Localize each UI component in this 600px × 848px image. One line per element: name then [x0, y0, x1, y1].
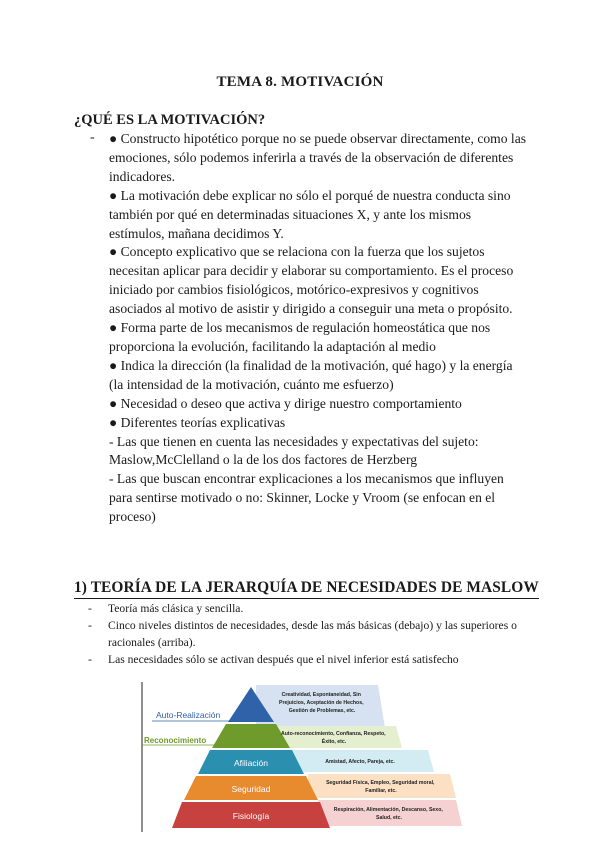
maslow-pyramid [138, 682, 468, 832]
tier-label-seguridad: Seguridad [231, 784, 271, 794]
paragraph: ● La motivación debe explicar no sólo el porqué de nuestra conducta sino también por qué en determinadas situaciones X, y ante los mismos estímulos, mañana decidimos Y. [109, 187, 511, 241]
section-heading-maslow: 1) TEORÍA DE LA JERARQUÍA DE NECESIDADES DE MASLOW [74, 579, 539, 599]
example-line: Respiración, Alimentación, Descanso, Sexo, [333, 807, 443, 813]
section-heading-motivation: ¿QUÉ ES LA MOTIVACIÓN? [74, 112, 266, 128]
paragraph: - Las que tienen en cuenta las necesidades y expectativas del sujeto: Maslow,McClelland o la de los dos factores de Herzberg [109, 433, 479, 468]
list-item [88, 651, 528, 668]
example-line: Seguridad Física, Empleo, Seguridad moral, [326, 780, 435, 786]
paragraph: ● Forma parte de los mecanismos de regulación homeostática que nos proporciona la evolución, facilitando la adaptación al medio [109, 320, 491, 354]
example-line: Familiar, etc. [365, 788, 397, 794]
maslow-list [88, 600, 528, 668]
example-line: Gestión de Problemas, etc. [288, 708, 356, 714]
list-dash: - [90, 130, 95, 145]
motivation-definition-block [109, 130, 529, 527]
example-box-fisiologia [318, 800, 462, 826]
example-line: Auto-reconocimiento, Confianza, Respeto, [280, 731, 386, 737]
paragraph: ● Diferentes teorías explicativas [109, 414, 286, 430]
list-item-text: Las necesidades sólo se activan después que el nivel inferior está satisfecho [108, 653, 459, 666]
examples-autorealizacion [279, 692, 365, 714]
paragraph: - Las que buscan encontrar explicaciones a los mecanismos que influyen para sentirse motivado o no: Skinner, Locke y Vroom (se enfocan en el proceso) [109, 471, 504, 525]
list-item [88, 617, 528, 651]
example-line: Éxito, etc. [321, 739, 347, 745]
page-title: TEMA 8. MOTIVACIÓN [216, 74, 384, 90]
paragraph: ● Concepto explicativo que se relaciona con la fuerza que los sujetos necesitan aplicar para decidir y elaborar su comportamiento. Es el proceso iniciado por cambios fisiológicos, motórico-expresivos y cognitivos asociados al motivo de asistir y dirigido a conseguir una meta o propósito. [109, 244, 514, 317]
list-dash: - [88, 602, 92, 615]
list-dash: - [88, 619, 92, 632]
level-label-reconocimiento: Reconocimiento [144, 736, 207, 745]
paragraph: ● Constructo hipotético porque no se puede observar directamente, como las emociones, sólo podemos inferirla a través de la observación de diferentes indicadores. [109, 131, 527, 184]
paragraph: ● Necesidad o deseo que activa y dirige nuestro comportamiento [109, 395, 462, 411]
paragraph: ● Indica la dirección (la finalidad de la motivación, qué hago) y la energía (la intensidad de la motivación, cuánto me esfuerzo) [109, 357, 513, 392]
list-item-text: Cinco niveles distintos de necesidades, desde las más básicas (debajo) y las superiores o racionales (arriba). [108, 619, 517, 649]
example-line: Creatividad, Espontaneidad, Sin [281, 692, 361, 698]
list-item [88, 600, 528, 617]
tier-label-afiliacion: Afiliación [233, 758, 269, 768]
example-box-seguridad [308, 774, 456, 798]
example-line: Amistad, Afecto, Pareja, etc. [325, 759, 395, 765]
tier-label-fisiologia: Fisiología [232, 811, 270, 821]
example-line: Salud, etc. [376, 815, 402, 821]
list-item-text: Teoría más clásica y sencilla. [108, 602, 244, 615]
list-dash: - [88, 653, 92, 666]
examples-afiliacion [325, 759, 395, 765]
level-label-autorealizacion: Auto-Realización [156, 710, 221, 720]
maslow-pyramid-figure [138, 682, 468, 832]
example-line: Prejuicios, Aceptación de Hechos, [278, 700, 364, 706]
